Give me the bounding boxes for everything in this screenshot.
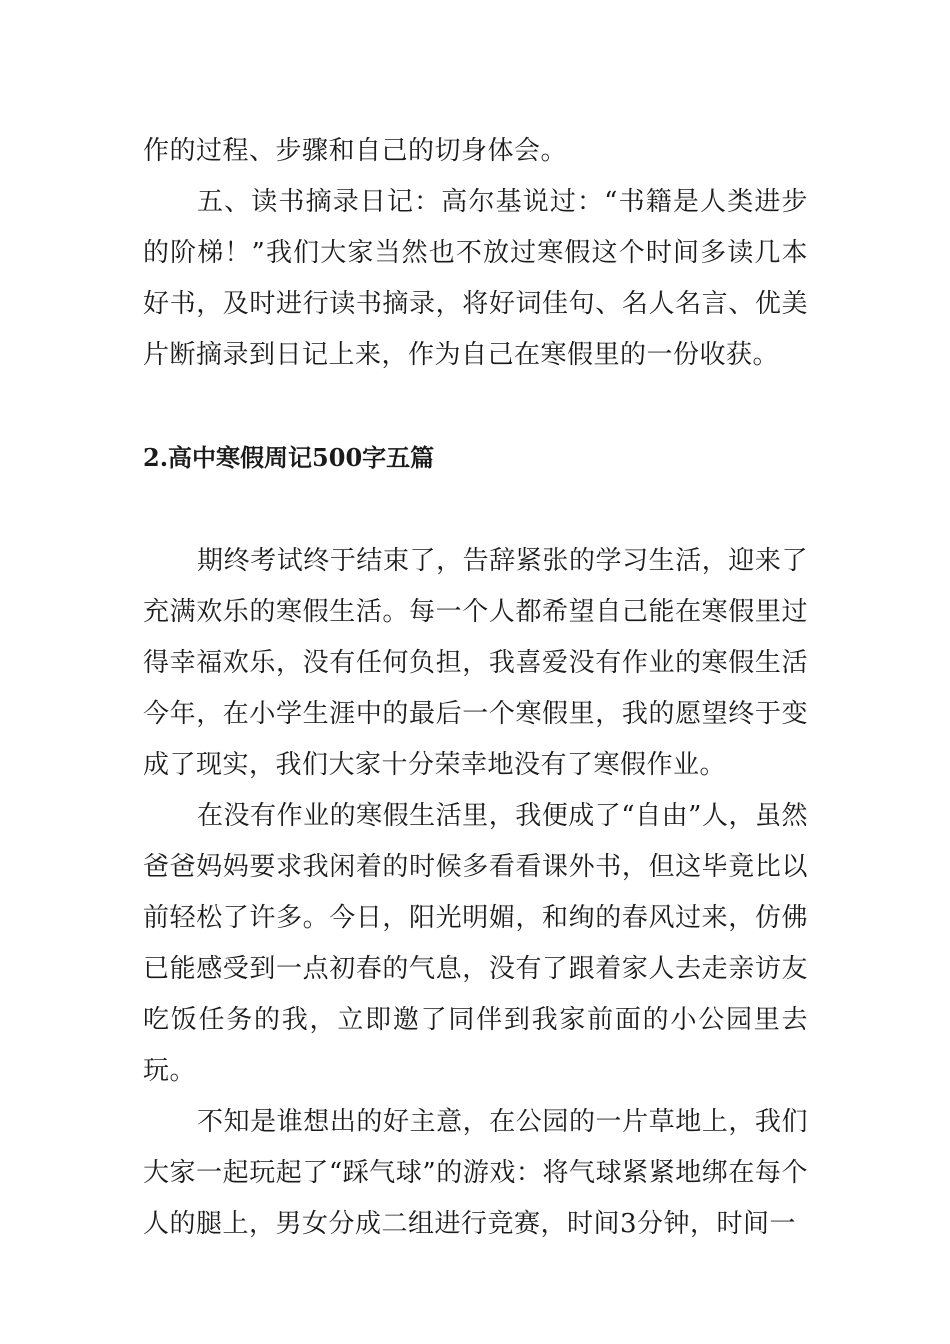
document-body	[143, 126, 808, 1250]
paragraph-exam-over: 期终考试终于结束了，告辞紧张的学习生活，迎来了充满欢乐的寒假生活。每一个人都希望自己能在寒假里过得幸福欢乐，没有任何负担，我喜爱没有作业的寒假生活今年，在小学生涯中的最后一个寒假里，我的愿望终于变成了现实，我们大家十分荣幸地没有了寒假作业。	[143, 546, 808, 780]
section-heading: 2.高中寒假周记500字五篇	[143, 443, 435, 472]
paragraph-free-person: 在没有作业的寒假生活里，我便成了“自由”人，虽然爸爸妈妈要求我闲着的时候多看看课外书，但这毕竟比以前轻松了许多。今日，阳光明媚，和绚的春风过来，仿佛已能感受到一点初春的气息，没有了跟着家人去走亲访友吃饭任务的我，立即邀了同伴到我家前面的小公园里去玩。	[143, 801, 808, 1086]
paragraph-balloon-game: 不知是谁想出的好主意，在公园的一片草地上，我们大家一起玩起了“踩气球”的游戏：将气球紧紧地绑在每个人的腿上，男女分成二组进行竞赛，时间3分钟，时间一	[143, 1107, 808, 1239]
paragraph-continuation: 作的过程、步骤和自己的切身体会。	[143, 136, 568, 166]
paragraph-reading-diary: 五、读书摘录日记：高尔基说过：“书籍是人类进步的阶梯！”我们大家当然也不放过寒假这个时间多读几本好书，及时进行读书摘录，将好词佳句、名人名言、优美片断摘录到日记上来，作为自己在寒假里的一份收获。	[143, 187, 808, 370]
